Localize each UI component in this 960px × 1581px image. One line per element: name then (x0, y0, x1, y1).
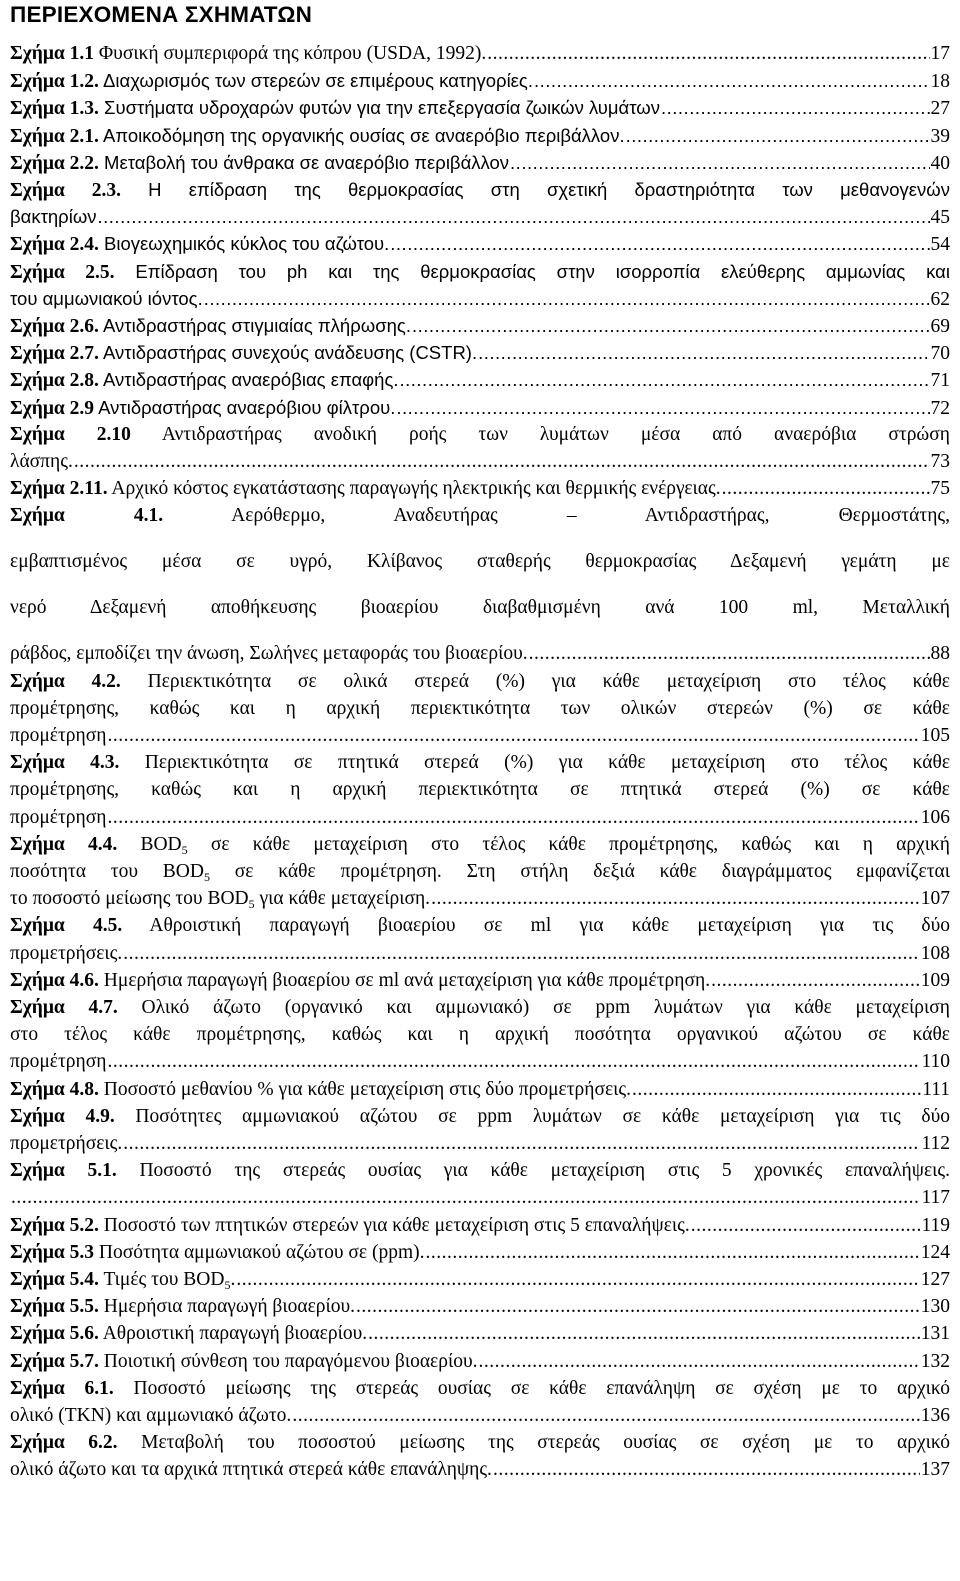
leader-dots (292, 1402, 919, 1429)
page-number: 117 (921, 1187, 950, 1209)
toc-line[interactable] (10, 475, 950, 502)
page-number: 18 (930, 71, 950, 93)
figure-caption: Διαχωρισμός των στερεών σε επιμέρους κατηγορίες. (103, 70, 533, 92)
leader-dots (74, 448, 930, 475)
figure-caption: στο τέλος κάθε προμέτρησης, καθώς και η αρχική ποσότητα οργανικού αζώτου σε κάθε (10, 1024, 950, 1046)
toc-line[interactable] (10, 912, 950, 939)
page-number: 112 (921, 1133, 950, 1154)
toc-line[interactable] (10, 1402, 950, 1429)
toc-line[interactable] (10, 1130, 950, 1157)
toc-line[interactable] (10, 1293, 950, 1320)
toc-line[interactable] (10, 994, 950, 1021)
leader-dots (722, 475, 930, 502)
toc-line[interactable] (10, 285, 950, 312)
page-title: ΠΕΡΙΕΧΟΜΕΝΑ ΣΧΗΜΑΤΩΝ (10, 2, 313, 27)
figure-caption: Αθροιστική παραγωγή βιοαερίου. (102, 1323, 368, 1345)
leader-dots (431, 885, 920, 912)
page-number: 27 (930, 98, 950, 120)
figure-label: Σχήμα 4.6. (10, 969, 99, 991)
figure-caption: Αντιδραστήρας αναερόβιου φίλτρου. (98, 396, 396, 418)
figure-caption: λάσπης. (10, 451, 73, 472)
figure-label: Σχήμα 2.9 (10, 397, 95, 419)
leader-dots (400, 366, 930, 393)
page-number: 88 (930, 643, 950, 665)
page-number: 110 (921, 1051, 950, 1073)
figure-label: Σχήμα 4.9. (10, 1105, 115, 1127)
leader-dots (661, 94, 930, 121)
figure-caption: προμέτρηση (10, 1051, 107, 1073)
page-number: 119 (921, 1214, 950, 1236)
figure-caption: προμέτρησης, καθώς και η αρχική περιεκτικότητα των ολικών στερεών (%) σε κάθε (10, 697, 950, 719)
figure-caption: προμέτρησης, καθώς και η αρχική περιεκτικότητα σε πτητικά στερεά (%) σε κάθε (10, 779, 950, 801)
figure-caption: Ποσότητα αμμωνιακού αζώτου σε (ppm). (98, 1241, 425, 1263)
leader-dots (534, 67, 930, 94)
page-number: 137 (920, 1459, 950, 1481)
toc-line[interactable] (10, 67, 950, 94)
figure-label: Σχήμα 5.2. (10, 1214, 99, 1236)
toc-line[interactable] (10, 366, 950, 393)
page-number: 40 (930, 152, 950, 174)
figure-caption: Ημερήσια παραγωγή βιοαερίου. (103, 1296, 356, 1318)
figure-label: Σχήμα 6.1. (10, 1377, 114, 1399)
figure-label: Σχήμα 1.3. (10, 98, 99, 120)
figure-label: Σχήμα 2.4. (10, 234, 99, 256)
page-number: 127 (920, 1269, 950, 1290)
figure-label: Σχήμα 4.7. (10, 997, 118, 1018)
page-number: 73 (930, 451, 950, 472)
figure-caption: $BOD_5$ σε κάθε μεταχείριση στο τέλος κάθε προμέτρησης, καθώς και η αρχική (140, 833, 950, 857)
toc-line[interactable] (10, 776, 950, 803)
figure-caption: Ημερήσια παραγωγή βιοαερίου σε ml ανά μεταχείριση για κάθε προμέτρηση. (103, 969, 711, 991)
leader-dots (107, 1048, 920, 1075)
toc-line[interactable] (10, 1157, 950, 1184)
figure-caption: Επίδραση του ph και της θερμοκρασίας στην ισορροπία ελεύθερης αμμωνίας και (135, 260, 950, 282)
leader-dots (493, 1456, 920, 1483)
figure-caption: Η επίδραση της θερμοκρασίας στη σχετική δραστηριότητα των μεθανογενών (148, 179, 950, 200)
leader-dots (691, 1212, 921, 1239)
leader-dots (204, 285, 930, 312)
figure-label: Σχήμα 2.11. (10, 478, 108, 500)
figure-caption: Ποσοστό μεθανίου % για κάθε μεταχείριση στις δύο προμετρήσεις. (103, 1078, 632, 1100)
figure-caption: Ποσότητες αμμωνιακού αζώτου σε ppm λυμάτων σε κάθε μεταχείριση για τις δύο (135, 1105, 950, 1127)
figure-caption: Αντιδραστήρας ανοδική ροής των λυμάτων μέσα από αναερόβια στρώση (161, 423, 950, 445)
toc-line[interactable] (10, 122, 950, 149)
figure-caption: του αμμωνιακού ιόντος. (10, 287, 203, 309)
figure-label: Σχήμα 4.4. (10, 833, 118, 855)
toc-line[interactable] (10, 1184, 950, 1211)
leader-dots (107, 804, 919, 831)
toc-line[interactable] (10, 149, 950, 176)
toc-line[interactable] (10, 1348, 950, 1375)
figure-caption: Ποσοστό της στερεάς ουσίας για κάθε μεταχείριση στις 5 χρονικές επαναλήψεις. (139, 1160, 950, 1182)
leader-dots (123, 1130, 920, 1157)
toc-line[interactable] (10, 40, 950, 67)
figure-caption: Τιμές του $BOD_5$. (103, 1269, 236, 1292)
leader-dots (236, 1266, 919, 1293)
page-number: 109 (920, 969, 950, 991)
toc-line[interactable] (10, 1429, 950, 1456)
figure-label: Σχήμα 2.6. (10, 316, 99, 337)
figure-caption: Ολικό άζωτο (οργανικό και αμμωνιακό) σε ppm λυμάτων για κάθε μεταχείριση (141, 997, 950, 1018)
toc-line[interactable] (10, 885, 950, 912)
figure-caption: Ποιοτική σύνθεση του παραγόμενου βιοαερίου. (103, 1350, 478, 1372)
toc-line[interactable] (10, 1239, 950, 1266)
figure-caption: Αθροιστική παραγωγή βιοαερίου σε ml για κάθε μεταχείριση για τις δύο (149, 915, 950, 937)
figure-caption: Βιογεωχημικός κύκλος του αζώτου. (104, 233, 390, 255)
toc-line[interactable] (10, 1212, 950, 1239)
toc-line[interactable] (10, 831, 950, 858)
page-number: 132 (920, 1350, 950, 1372)
figure-caption: Μεταβολή του άνθρακα σε αναερόβιο περιβάλλον (104, 151, 510, 173)
figure-caption: ολικό (TKN) και αμμωνιακό άζωτο. (10, 1405, 292, 1426)
figure-label: Σχήμα 4.8. (10, 1078, 99, 1100)
figure-caption: νερό Δεξαμενή αποθήκευσης βιοαερίου διαβαθμισμένη ανά 100 ml, Μεταλλική (10, 597, 950, 619)
page-number: 111 (922, 1078, 950, 1100)
leader-dots (390, 230, 929, 257)
toc-line[interactable] (10, 594, 950, 621)
leader-dots (626, 122, 930, 149)
figure-caption: Αντιδραστήρας στιγμιαίας πλήρωσης. (103, 315, 411, 336)
figure-label: Σχήμα 4.3. (10, 752, 120, 774)
page-number: 62 (930, 288, 950, 310)
leader-dots (368, 1320, 920, 1347)
toc-line[interactable] (10, 1076, 950, 1103)
toc-line[interactable] (10, 1021, 950, 1048)
toc-line[interactable] (10, 548, 950, 575)
figure-label: Σχήμα 6.2. (10, 1432, 118, 1454)
page-number: 39 (930, 125, 950, 147)
toc-line[interactable] (10, 722, 950, 749)
toc-line[interactable] (10, 695, 950, 722)
toc-line[interactable] (10, 640, 950, 667)
figure-caption: προμέτρηση (10, 806, 107, 828)
figure-label: Σχήμα 2.5. (10, 261, 115, 283)
figure-label: Σχήμα 1.2. (10, 71, 99, 93)
figure-label: Σχήμα 5.1. (10, 1160, 117, 1182)
page-number: 106 (920, 806, 950, 828)
page-number: 130 (920, 1296, 950, 1318)
figure-label: Σχήμα 4.1. (10, 505, 164, 527)
page-number: 54 (930, 234, 950, 256)
figure-caption: το ποσοστό μείωσης του $BOD_5$ για κάθε μεταχείριση. (10, 888, 431, 912)
leader-dots (529, 640, 930, 667)
leader-dots (11, 1184, 920, 1211)
leader-dots (412, 312, 930, 339)
page-number: 75 (930, 478, 950, 500)
toc-line[interactable] (10, 1266, 950, 1293)
page-number: 107 (920, 888, 950, 910)
page-number: 72 (930, 397, 950, 419)
figure-label: Σχήμα 2.7. (10, 343, 99, 365)
figure-label: Σχήμα 5.6. (10, 1323, 99, 1345)
toc-line[interactable] (10, 668, 950, 695)
figure-caption: προμέτρηση (10, 725, 107, 746)
figure-label: Σχήμα 1.1 (10, 43, 95, 64)
leader-dots (123, 940, 919, 967)
page-number: 131 (920, 1323, 950, 1345)
toc-line[interactable] (10, 1048, 950, 1075)
figure-label: Σχήμα 2.2. (10, 152, 99, 174)
leader-dots (426, 1239, 920, 1266)
figure-label: Σχήμα 5.7. (10, 1350, 99, 1372)
figure-caption: Ποσοστό μείωσης της στερεάς ουσίας σε κάθε επανάληψη σε σχέση με το αρχικό (133, 1377, 950, 1399)
figure-caption: εμβαπτισμένος μέσα σε υγρό, Κλίβανος σταθερής θερμοκρασίας Δεξαμενή γεμάτη με (10, 551, 950, 573)
figure-caption: Αντιδραστήρας αναερόβιας επαφής. (103, 369, 399, 391)
figure-caption: ποσότητα του $BOD_5$ σε κάθε προμέτρηση. Στη στήλη δεξιά κάθε διαγράμματος εμφανίζεται (10, 861, 950, 884)
toc-line[interactable] (10, 804, 950, 831)
leader-dots (711, 967, 920, 994)
toc-line[interactable] (10, 1103, 950, 1130)
toc-line[interactable] (10, 312, 950, 339)
page-number: 136 (920, 1405, 950, 1426)
figure-caption: προμετρήσεις. (10, 942, 123, 964)
figure-label: Σχήμα 2.8. (10, 370, 99, 392)
figure-label: Σχήμα 5.4. (10, 1269, 99, 1290)
page-number: 105 (920, 725, 950, 746)
toc-line[interactable] (10, 448, 950, 475)
page-number: 108 (920, 942, 950, 964)
leader-dots (478, 339, 929, 366)
leader-dots (396, 394, 929, 421)
figure-caption: βακτηρίων (10, 206, 97, 228)
figure-label: Σχήμα 2.1. (10, 125, 99, 147)
leader-dots (98, 203, 930, 230)
figure-caption: Περιεκτικότητα σε πτητικά στερεά (%) για κάθε μεταχείριση στο τέλος κάθε (144, 752, 950, 774)
figure-caption: ράβδος, εμποδίζει την άνωση, Σωλήνες μεταφοράς του βιοαερίου. (10, 643, 528, 665)
figure-caption: ολικό άζωτο και τα αρχικά πτητικά στερεά κάθε επανάληψης. (10, 1459, 492, 1481)
toc-line[interactable] (10, 749, 950, 776)
figure-caption: Αντιδραστήρας συνεχούς ανάδευσης (CSTR). (103, 342, 478, 364)
toc-line[interactable] (10, 1375, 950, 1402)
toc-line[interactable] (10, 858, 950, 885)
figure-label: Σχήμα 2.10 (10, 423, 131, 445)
page-number: 45 (930, 207, 950, 229)
figure-label: Σχήμα 4.5. (10, 915, 123, 937)
figure-label: Σχήμα 5.5. (10, 1296, 99, 1318)
leader-dots (487, 40, 929, 67)
toc-line[interactable] (10, 203, 950, 230)
toc-line[interactable] (10, 94, 950, 121)
leader-dots (510, 149, 929, 176)
leader-dots (107, 722, 919, 749)
leader-dots (632, 1076, 921, 1103)
page-number: 69 (930, 316, 950, 337)
figure-caption: Αερόθερμο, Αναδευτήρας – Αντιδραστήρας, Θερμοστάτης, (231, 505, 950, 527)
toc-line[interactable] (10, 258, 950, 285)
figure-caption: Συστήματα υδροχαρών φυτών για την επεξεργασία ζωικών λυμάτων (104, 97, 660, 119)
page-number: 71 (930, 370, 950, 392)
figure-caption: Μεταβολή του ποσοστού μείωσης της στερεάς ουσίας σε σχέση με το αρχικό (141, 1432, 950, 1454)
toc-line[interactable] (10, 967, 950, 994)
leader-dots (479, 1348, 920, 1375)
toc-line[interactable] (10, 1456, 950, 1483)
page-number: 17 (930, 43, 950, 64)
page-number: 124 (920, 1241, 950, 1263)
toc-line[interactable] (10, 502, 950, 529)
toc-line[interactable] (10, 394, 950, 421)
toc-line[interactable] (10, 940, 950, 967)
toc-line[interactable] (10, 230, 950, 257)
figure-label: Σχήμα 4.2. (10, 670, 121, 692)
toc-line[interactable] (10, 339, 950, 366)
leader-dots (356, 1293, 920, 1320)
figure-caption: Φυσική συμπεριφορά της κόπρου (USDA, 1992). (98, 43, 487, 64)
figure-caption: Αποικοδόμηση της οργανικής ουσίας σε αναερόβιο περιβάλλον. (103, 124, 625, 146)
toc-line[interactable] (10, 1320, 950, 1347)
toc-line[interactable] (10, 176, 950, 203)
figure-caption: Περιεκτικότητα σε ολικά στερεά (%) για κάθε μεταχείριση στο τέλος κάθε (147, 670, 950, 692)
page-number: 70 (930, 343, 950, 365)
figure-caption: Αρχικό κόστος εγκατάστασης παραγωγής ηλεκτρικής και θερμικής ενέργειας. (111, 478, 721, 500)
figure-label: Σχήμα 5.3 (10, 1241, 95, 1263)
figure-label: Σχήμα 2.3. (10, 180, 121, 201)
figure-caption: προμετρήσεις. (10, 1133, 123, 1154)
figure-caption: Ποσοστό των πτητικών στερεών για κάθε μεταχείριση στις 5 επαναλήψεις. (103, 1214, 690, 1236)
toc-line[interactable] (10, 421, 950, 448)
